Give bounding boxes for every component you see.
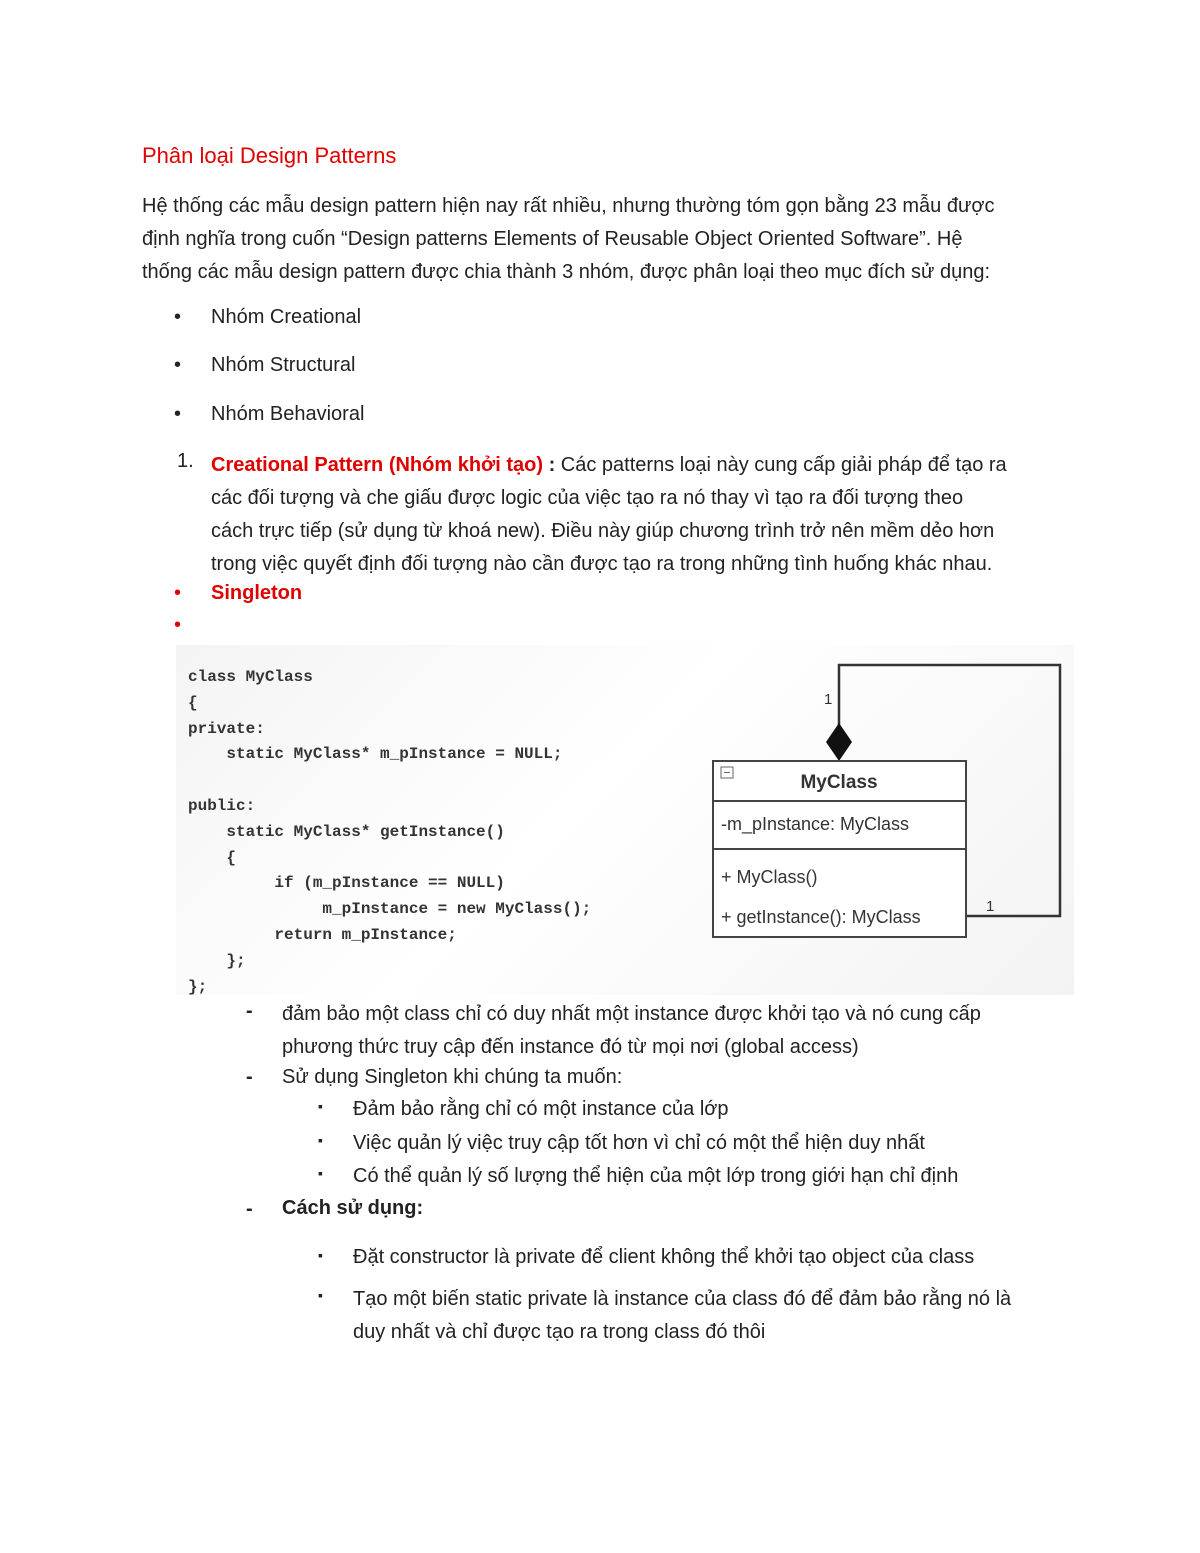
desc-line: phương thức truy cập đến instance đó từ mọi nơi (global access) — [282, 1036, 859, 1058]
use-when-text: Sử dụng Singleton khi chúng ta muốn: — [282, 1066, 623, 1088]
how-to-label: Cách sử dụng: — [282, 1197, 424, 1219]
how-item-multiline — [353, 1283, 1011, 1349]
uml-attribute: -m_pInstance: MyClass — [721, 814, 910, 834]
how-item: Đặt constructor là private để client không thể khởi tạo object của class — [353, 1246, 975, 1268]
singleton-figure — [176, 645, 1074, 995]
code-line: return m_pInstance; — [188, 925, 457, 944]
intro-line: định nghĩa trong cuốn “Design patterns Elements of Reusable Object Oriented Software”. Hệ — [142, 228, 963, 250]
singleton-description — [282, 998, 981, 1064]
multiplicity-right: 1 — [986, 898, 995, 915]
use-item: Có thể quản lý số lượng thể hiện của một lớp trong giới hạn chỉ định — [353, 1165, 959, 1187]
code-line: if (m_pInstance == NULL) — [188, 874, 505, 893]
bullet-icon: • — [174, 403, 182, 425]
composition-diamond-icon — [826, 723, 852, 761]
use-item: Đảm bảo rằng chỉ có một instance của lớp — [353, 1098, 729, 1120]
use-item: Việc quản lý việc truy cập tốt hơn vì chỉ có một thể hiện duy nhất — [353, 1132, 925, 1154]
dash-icon: - — [246, 1000, 253, 1022]
group-item: Nhóm Structural — [211, 354, 356, 376]
uml-class-diagram — [691, 645, 1071, 945]
group-item: Nhóm Creational — [211, 306, 362, 328]
creational-line: trong việc quyết định đối tượng nào cần được tạo ra trong những tình huống khác nhau. — [211, 553, 993, 575]
section-heading: Phân loại Design Patterns — [142, 143, 397, 168]
creational-title: Creational Pattern (Nhóm khởi tạo) — [211, 454, 544, 476]
multiplicity-top: 1 — [824, 691, 833, 708]
singleton-label: Singleton — [211, 582, 303, 604]
code-line: { — [188, 693, 198, 712]
code-line: static MyClass* m_pInstance = NULL; — [188, 745, 563, 764]
intro-line: Hệ thống các mẫu design pattern hiện nay rất nhiều, nhưng thường tóm gọn bằng 23 mẫu được — [142, 195, 995, 217]
intro-line: thống các mẫu design pattern được chia thành 3 nhóm, được phân loại theo mục đích sử dụng: — [142, 261, 991, 283]
section-number: 1. — [177, 450, 194, 472]
bullet-icon: • — [174, 582, 182, 604]
creational-line: cách trực tiếp (sử dụng từ khoá new). Điều này giúp chương trình trở nên mềm dẻo hơn — [211, 520, 995, 542]
code-line: }; — [188, 951, 246, 970]
square-bullet-icon: ▪ — [318, 1098, 323, 1114]
code-line: private: — [188, 719, 265, 738]
code-line: { — [188, 848, 237, 867]
bullet-icon: • — [174, 614, 182, 636]
desc-line: đảm bảo một class chỉ có duy nhất một instance được khởi tạo và nó cung cấp — [282, 1003, 981, 1025]
code-line: class MyClass — [188, 668, 313, 686]
how-item: Tạo một biến static private là instance của class đó để đảm bảo rằng nó là — [353, 1288, 1012, 1310]
creational-first-line — [211, 449, 1007, 482]
code-line: public: — [188, 796, 256, 815]
bullet-icon: • — [174, 306, 182, 328]
bullet-icon: • — [174, 354, 182, 376]
code-line: m_pInstance = new MyClass(); — [188, 900, 592, 919]
group-item: Nhóm Behavioral — [211, 403, 365, 425]
square-bullet-icon: ▪ — [318, 1132, 323, 1148]
square-bullet-icon: ▪ — [318, 1287, 323, 1303]
uml-class-name: MyClass — [800, 772, 878, 793]
how-item-cont: duy nhất và chỉ được tạo ra trong class đó thôi — [353, 1321, 766, 1343]
creational-text: Các patterns loại này cung cấp giải pháp để tạo ra — [555, 454, 1007, 476]
dash-icon: - — [246, 1066, 253, 1088]
creational-line: các đối tượng và che giấu được logic của việc tạo ra nó thay vì tạo ra đối tượng theo — [211, 487, 964, 509]
uml-method: + MyClass() — [721, 867, 818, 887]
uml-method: + getInstance(): MyClass — [721, 907, 921, 927]
intro-paragraph — [142, 190, 995, 289]
code-line: static MyClass* getInstance() — [188, 822, 505, 841]
dash-icon: - — [246, 1198, 253, 1220]
code-line: }; — [188, 977, 208, 996]
title-colon: : — [543, 454, 556, 476]
square-bullet-icon: ▪ — [318, 1165, 323, 1181]
code-snippet — [188, 665, 591, 1000]
creational-paragraph — [211, 449, 1007, 581]
square-bullet-icon: ▪ — [318, 1247, 323, 1263]
